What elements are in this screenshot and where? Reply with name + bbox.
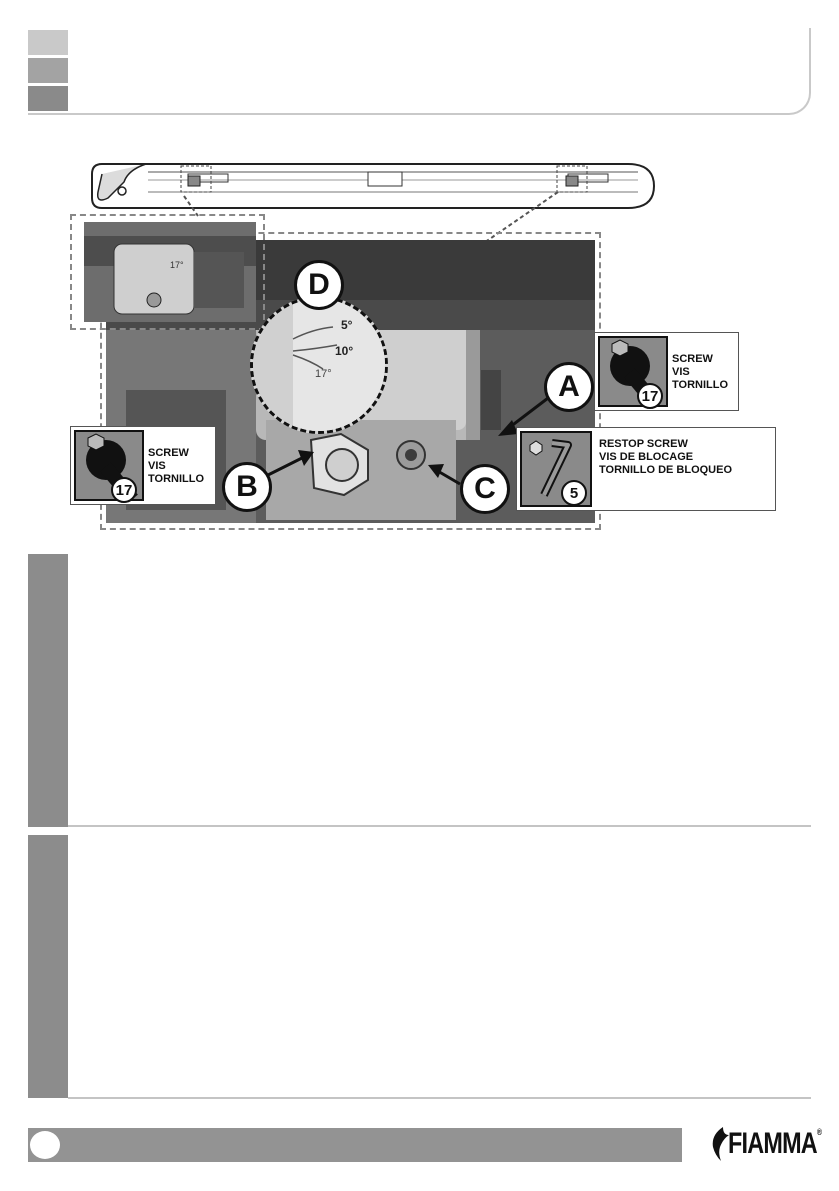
dial-mark-10: 10° bbox=[335, 344, 354, 358]
tool-size-badge: 17 bbox=[111, 477, 137, 503]
dial-mark-5: 5° bbox=[341, 318, 353, 332]
tool-box-restop-screw bbox=[516, 427, 776, 511]
tool-size-badge: 5 bbox=[561, 480, 587, 506]
section-divider-2 bbox=[68, 1097, 811, 1099]
callout-label-c: C bbox=[460, 464, 510, 514]
tool-label: SCREW VIS TORNILLO bbox=[672, 353, 729, 391]
fiamma-logo: FIAMMA® bbox=[728, 1127, 822, 1160]
section-tab-1 bbox=[28, 554, 68, 827]
dial-mark-17: 17° bbox=[315, 368, 332, 380]
tool-label: RESTOP SCREW VIS DE BLOCAGE TORNILLO DE BLOQUEO bbox=[599, 438, 733, 476]
callout-label-b: B bbox=[222, 462, 272, 512]
tool-size-badge: 17 bbox=[637, 383, 663, 409]
section-tab-2 bbox=[28, 835, 68, 1098]
tool-box-screw-right bbox=[594, 332, 739, 411]
section-divider-1 bbox=[68, 825, 811, 827]
callout-label-a: A bbox=[544, 362, 594, 412]
footer-bar bbox=[28, 1128, 682, 1162]
tool-label: SCREW VIS TORNILLO bbox=[148, 447, 205, 485]
callout-label-d: D bbox=[294, 260, 344, 310]
tool-box-screw-left bbox=[70, 426, 216, 505]
svg-text:17°: 17° bbox=[170, 260, 184, 270]
page-number-circle bbox=[28, 1129, 62, 1161]
